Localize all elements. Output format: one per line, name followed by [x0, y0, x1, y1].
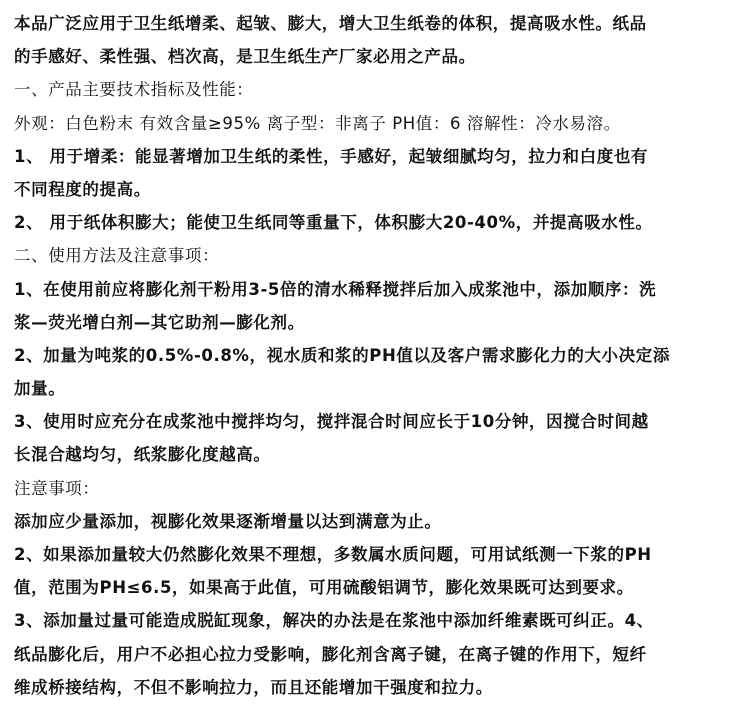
- section-heading: 注意事项：: [14, 478, 100, 498]
- text-line: 3、添加量过量可能造成脱缸现象，解决的办法是在浆池中添加纤维素既可纠正。4、: [14, 611, 654, 631]
- text-line: 2、加量为吨浆的0.5%-0.8%，视水质和浆的PH值以及客户需求膨化力的大小决定添: [14, 345, 670, 365]
- text-line: 2、 用于纸体积膨大；能使卫生纸同等重量下，体积膨大20-40%，并提高吸水性。: [14, 213, 653, 233]
- text-line: 2、如果添加量较大仍然膨化效果不理想，多数属水质问题，可用试纸测一下浆的PH: [14, 545, 652, 564]
- text-line: 3、使用时应充分在成浆池中搅拌均匀，搅拌混合时间应长于10分钟，因搅合时间越: [14, 412, 649, 432]
- text-line: 维成桥接结构，不但不影响拉力，而且还能增加干强度和拉力。: [14, 677, 493, 697]
- text-line: 添加应少量添加，视膨化效果逐渐增量以达到满意为止。: [14, 511, 442, 531]
- section-heading: 一、产品主要技术指标及性能：: [14, 80, 254, 100]
- text-line: 纸品膨化后，用户不必担心拉力受影响，膨化剂含离子键，在离子键的作用下，短纤: [14, 644, 647, 664]
- text-line: 外观：白色粉末 有效含量≥95% 离子型：非离子 PH值：6 溶解性：冷水易溶。: [14, 113, 621, 133]
- section-heading: 二、使用方法及注意事项：: [14, 246, 220, 266]
- text-line: 浆—荧光增白剂—其它助剂—膨化剂。: [14, 312, 305, 332]
- text-line: 不同程度的提高。: [14, 179, 151, 199]
- text-line: 加量。: [14, 379, 66, 399]
- text-line: 的手感好、柔性强、档次高，是卫生纸生产厂家必用之产品。: [14, 47, 476, 67]
- text-line: 值，范围为PH≤6.5，如果高于此值，可用硫酸铝调节，膨化效果既可达到要求。: [14, 578, 634, 598]
- text-line: 1、在使用前应将膨化剂干粉用3-5倍的清水稀释搅拌后加入成浆池中，添加顺序：洗: [14, 279, 657, 299]
- text-line: 1、 用于增柔：能显著增加卫生纸的柔性，手感好，起皱细腻均匀，拉力和白度也有: [14, 146, 649, 166]
- text-line: 长混合越均匀，纸浆膨化度越高。: [14, 445, 271, 465]
- text-line: 本品广泛应用于卫生纸增柔、起皱、膨大，增大卫生纸卷的体积，提高吸水性。纸品: [14, 14, 647, 33]
